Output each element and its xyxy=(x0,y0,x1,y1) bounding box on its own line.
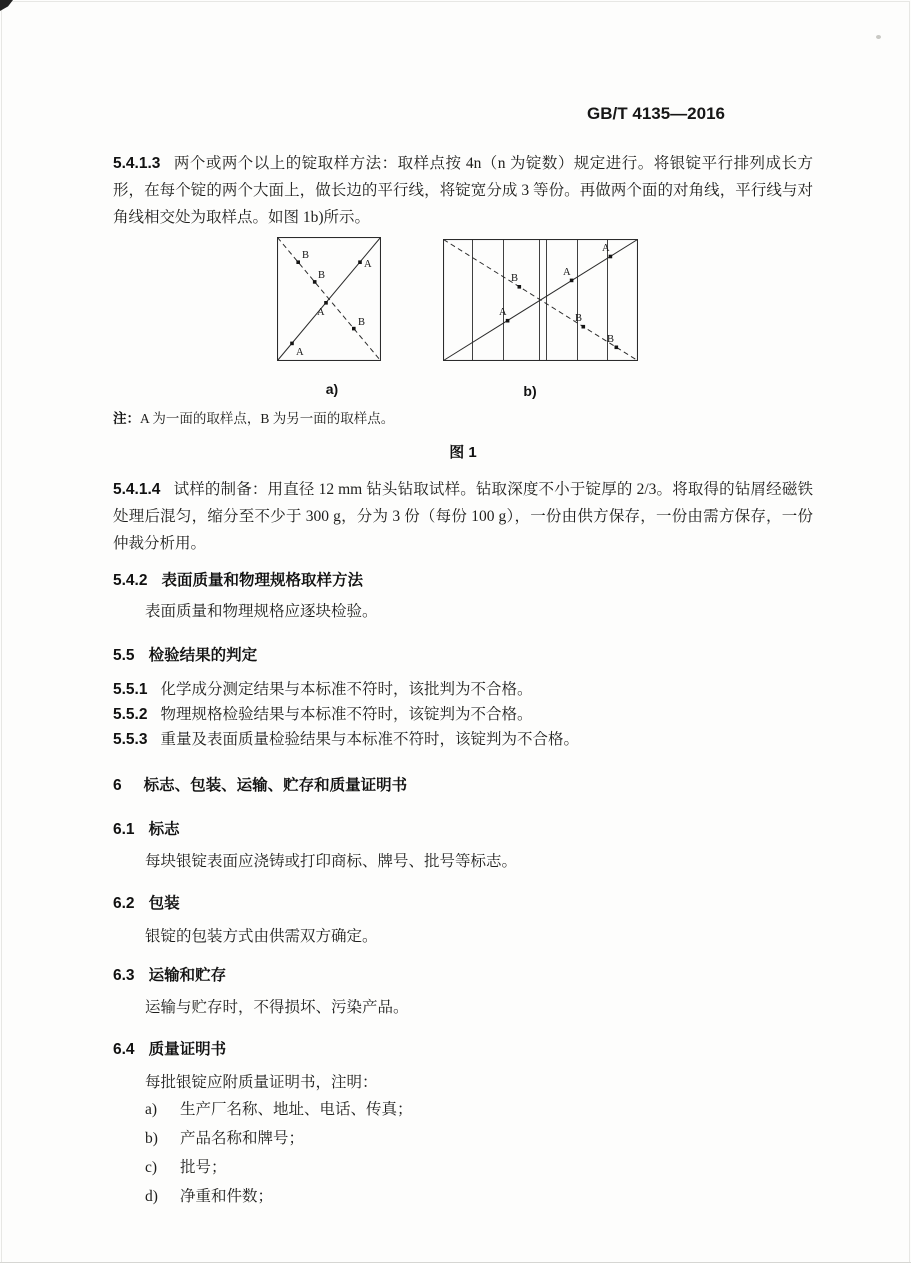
list-item-text: 产品名称和牌号； xyxy=(180,1130,305,1147)
clause-number: 5.4.1.3 xyxy=(113,155,161,172)
sample-point-dot xyxy=(324,301,328,305)
sample-point-dot xyxy=(582,325,586,329)
heading-title: 质量证明书 xyxy=(148,1041,227,1058)
heading-6-3 xyxy=(113,963,813,985)
sample-point-label: A xyxy=(364,259,372,270)
sample-point-dot xyxy=(296,260,300,264)
sample-point-label: A xyxy=(563,267,571,278)
list-item-marker: a) xyxy=(145,1101,158,1118)
sample-point-label: A xyxy=(602,243,610,254)
list-item xyxy=(145,1099,813,1121)
list-item xyxy=(145,1186,813,1208)
clause-number: 5.4.1.4 xyxy=(113,481,161,498)
clause-number: 5.5.1 xyxy=(113,681,148,698)
clause-text: 两个或两个以上的锭取样方法：取样点按 4n（n 为锭数）规定进行。将银锭平行排列成长方形，在每个锭的两个大面上，做长边的平行线，将锭宽分成 3 等份。再做两个面的对角线，平行线与对角线相交处为取样点。如图 1b)所示。 xyxy=(113,155,813,226)
heading-number: 6.1 xyxy=(113,821,135,838)
heading-title: 运输和贮存 xyxy=(148,967,227,984)
list-item xyxy=(145,1157,813,1179)
sample-point-label: A xyxy=(499,307,507,318)
clause-5-5-2 xyxy=(113,701,813,728)
list-item-text: 生产厂名称、地址、电话、传真； xyxy=(180,1101,413,1118)
heading-title: 包装 xyxy=(148,895,180,912)
para-5-4-2: 表面质量和物理规格应逐块检验。 xyxy=(145,603,378,620)
sample-point-label: A xyxy=(296,347,304,358)
scan-speck xyxy=(876,35,881,39)
sample-point-dot xyxy=(609,255,613,259)
clause-text: 试样的制备：用直径 12 mm 钻头钻取试样。钻取深度不小于锭厚的 2/3。将取得的钻屑经磁铁处理后混匀，缩分至不少于 300 g，分为 3 份（每份 100 g），一份由供方保存，一份由需方保存，一份仲裁分析用。 xyxy=(113,481,813,552)
clause-number: 5.5.3 xyxy=(113,731,148,748)
heading-number: 6.4 xyxy=(113,1041,135,1058)
clause-5-4-1-4 xyxy=(113,476,813,557)
list-item-text: 批号； xyxy=(180,1159,227,1176)
doc-number: GB/T 4135—2016 xyxy=(587,104,725,123)
heading-6-2 xyxy=(113,891,813,913)
figure-note-text: A 为一面的取样点，B 为另一面的取样点。 xyxy=(140,411,395,426)
sample-point-label: B xyxy=(358,317,366,328)
sample-point-label: B xyxy=(302,250,310,261)
sample-point-dot xyxy=(518,285,522,289)
heading-6-1 xyxy=(113,817,813,839)
figure-note-label: 注： xyxy=(113,411,140,426)
sample-point-label: B xyxy=(318,270,326,281)
figure-1a-diagram xyxy=(277,237,381,361)
sample-point-label: B xyxy=(607,334,615,345)
list-item-text: 净重和件数； xyxy=(180,1188,274,1205)
figure-1b-label: b) xyxy=(523,383,537,399)
sample-point-dot xyxy=(506,319,510,323)
sample-point-dot xyxy=(570,279,574,283)
sample-point-dot xyxy=(615,346,619,350)
figure-1b-diagram xyxy=(443,239,638,361)
list-item xyxy=(145,1128,813,1150)
para-6-1: 每块银锭表面应浇铸或打印商标、牌号、批号等标志。 xyxy=(145,853,518,870)
clause-5-5-3 xyxy=(113,726,813,753)
heading-6-4 xyxy=(113,1037,813,1059)
heading-5-4-2 xyxy=(113,568,813,590)
figure-note xyxy=(113,409,813,429)
heading-title: 表面质量和物理规格取样方法 xyxy=(161,572,363,589)
clause-text: 物理规格检验结果与本标准不符时，该锭判为不合格。 xyxy=(160,706,533,723)
clause-5-5-1 xyxy=(113,676,813,703)
clause-5-4-1-3 xyxy=(113,150,813,231)
heading-number: 5.4.2 xyxy=(113,572,148,589)
heading-title: 标志、包装、运输、贮存和质量证明书 xyxy=(143,777,408,794)
clause-text: 重量及表面质量检验结果与本标准不符时，该锭判为不合格。 xyxy=(160,731,579,748)
heading-5-5 xyxy=(113,643,813,665)
heading-number: 6 xyxy=(113,777,122,794)
list-item-marker: c) xyxy=(145,1159,158,1176)
sample-point-label: B xyxy=(575,313,583,324)
figure-caption: 图 1 xyxy=(449,444,477,461)
sample-point-dot xyxy=(358,260,362,264)
scan-bottom-margin xyxy=(0,1263,911,1278)
sample-point-label: A xyxy=(317,307,325,318)
heading-title: 检验结果的判定 xyxy=(148,647,258,664)
scan-corner-artifact xyxy=(0,0,13,11)
para-6-2: 银锭的包装方式由供需双方确定。 xyxy=(145,928,378,945)
sample-point-dot xyxy=(352,327,356,331)
clause-text: 化学成分测定结果与本标准不符时，该批判为不合格。 xyxy=(160,681,533,698)
sample-point-dot xyxy=(313,280,317,284)
heading-number: 6.2 xyxy=(113,895,135,912)
sample-point-dot xyxy=(290,342,294,346)
clause-number: 5.5.2 xyxy=(113,706,148,723)
figure-1a-label: a) xyxy=(325,381,339,397)
list-item-marker: b) xyxy=(145,1130,158,1147)
sample-point-label: B xyxy=(511,273,519,284)
list-item-marker: d) xyxy=(145,1188,158,1205)
heading-6 xyxy=(113,773,813,795)
heading-title: 标志 xyxy=(148,821,180,838)
para-6-4: 每批银锭应附质量证明书，注明： xyxy=(145,1074,378,1091)
heading-number: 6.3 xyxy=(113,967,135,984)
heading-number: 5.5 xyxy=(113,647,135,664)
para-6-3: 运输与贮存时，不得损坏、污染产品。 xyxy=(145,999,409,1016)
